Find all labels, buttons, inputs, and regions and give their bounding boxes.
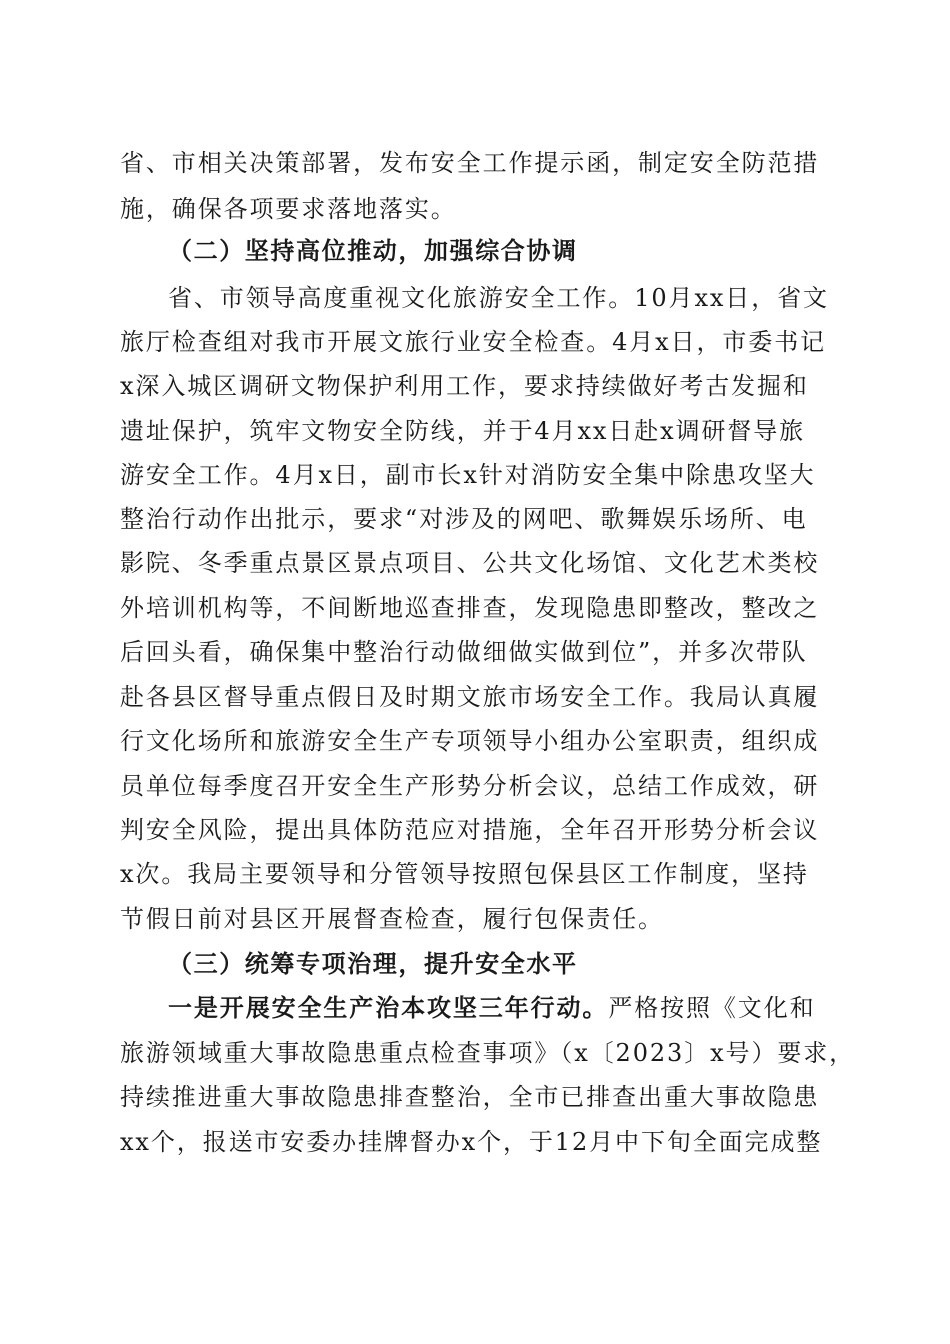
paragraph-line: 外培训机构等，不间断地巡查排查，发现隐患即整改，整改之 <box>120 594 820 622</box>
paragraph-line: x深入城区调研文物保护利用工作，要求持续做好考古发掘和 <box>120 372 809 400</box>
paragraph-line: 赴各县区督导重点假日及时期文旅市场安全工作。我局认真履 <box>120 683 820 711</box>
paragraph-lead-line <box>168 986 830 1030</box>
paragraph-line: x次。我局主要领导和分管领导按照包保县区工作制度，坚持 <box>120 860 809 888</box>
paragraph-line: xx个，报送市安委办挂牌督办x个，于12月中下旬全面完成整 <box>120 1128 823 1156</box>
paragraph-line: 旅游领域重大事故隐患重点检查事项》（x〔2023〕x号）要求， <box>120 1039 856 1067</box>
paragraph-line: 员单位每季度召开安全生产形势分析会议，总结工作成效，研 <box>120 772 820 800</box>
paragraph-line: 旅厅检查组对我市开展文旅行业安全检查。4月x日，市委书记 <box>120 328 827 356</box>
lead-rest: 严格按照《文化和 <box>608 994 816 1022</box>
paragraph-line: 节假日前对县区开展督查检查，履行包保责任。 <box>120 905 664 933</box>
paragraph-line: 整治行动作出批示，要求“对涉及的网吧、歌舞娱乐场所、电 <box>120 505 808 533</box>
paragraph-line: 省、市相关决策部署，发布安全工作提示函，制定安全防范措 <box>120 149 820 177</box>
paragraph-line: 施，确保各项要求落地落实。 <box>120 195 457 223</box>
paragraph-line: 后回头看，确保集中整治行动做细做实做到位”，并多次带队 <box>120 638 808 666</box>
section-heading-3: （三）统筹专项治理，提升安全水平 <box>168 949 578 978</box>
paragraph-line: 省、市领导高度重视文化旅游安全工作。10月xx日，省文 <box>168 284 829 312</box>
paragraph-line: 遗址保护，筑牢文物安全防线，并于4月xx日赴x调研督导旅 <box>120 417 806 445</box>
lead-phrase: 一是开展安全生产治本攻坚三年行动。 <box>168 993 609 1022</box>
paragraph-line: 游安全工作。4月x日，副市长x针对消防安全集中除患攻坚大 <box>120 461 816 489</box>
paragraph-line: 行文化场所和旅游安全生产专项领导小组办公室职责，组织成 <box>120 727 820 755</box>
paragraph-line: 判安全风险，提出具体防范应对措施，全年召开形势分析会议 <box>120 816 820 844</box>
paragraph-line: 影院、冬季重点景区景点项目、公共文化场馆、文化艺术类校 <box>120 549 820 577</box>
section-heading-2: （二）坚持高位推动，加强综合协调 <box>168 236 578 265</box>
paragraph-line: 持续推进重大事故隐患排查整治，全市已排查出重大事故隐患 <box>120 1083 820 1111</box>
